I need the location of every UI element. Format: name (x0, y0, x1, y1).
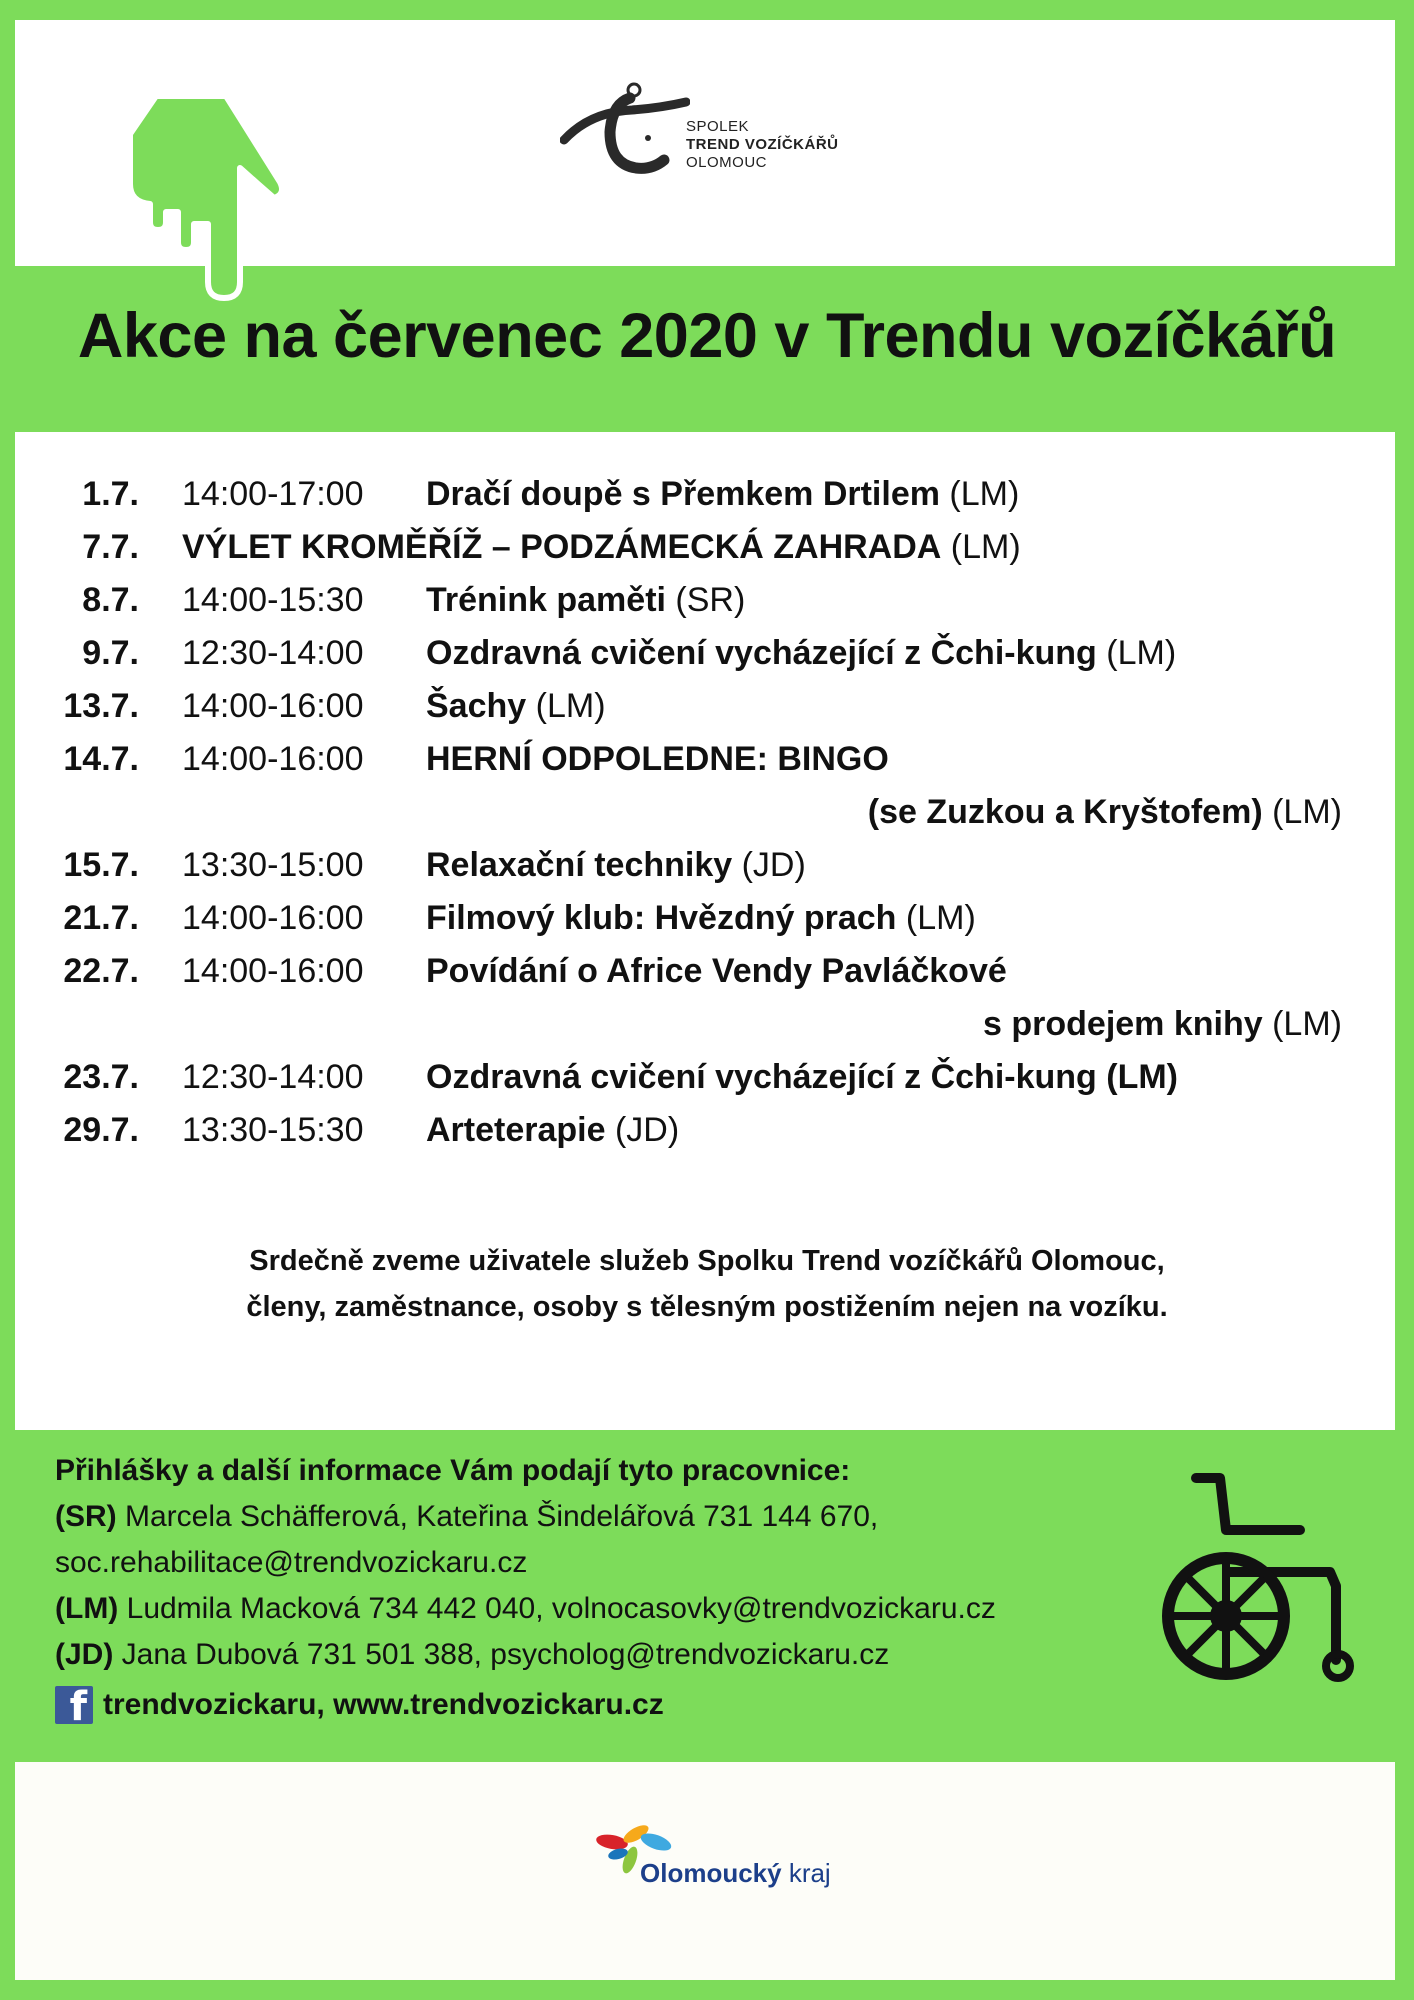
event-title (426, 945, 1007, 998)
logo-line-1: SPOLEK (686, 118, 750, 135)
event-title (426, 574, 745, 627)
event-title (182, 521, 1021, 574)
event-name: Šachy (426, 687, 527, 725)
contact-lm-code: (LM) (55, 1592, 119, 1625)
event-time: 14:00-17:00 (182, 475, 364, 513)
event-tag: (LM) (950, 528, 1021, 566)
event-time: 12:30-14:00 (182, 634, 364, 672)
event-tag: (JD) (741, 846, 806, 884)
event-row (40, 521, 1360, 574)
contacts-section (55, 1448, 996, 1728)
event-continuation (40, 786, 1360, 839)
event-name: Arteterapie (426, 1111, 606, 1149)
pointing-hand-icon (128, 94, 288, 304)
contact-sr-email[interactable]: soc.rehabilitace@trendvozickaru.cz (55, 1546, 528, 1579)
contact-jd-code: (JD) (55, 1638, 114, 1671)
wheelchair-icon (1160, 1470, 1360, 1690)
event-row (40, 627, 1360, 680)
event-row (40, 892, 1360, 945)
contact-jd-text[interactable]: Jana Dubová 731 501 388, psycholog@trendvozickaru.cz (113, 1638, 890, 1671)
event-time: 12:30-14:00 (182, 1058, 364, 1096)
facebook-icon[interactable]: f (55, 1686, 93, 1724)
trend-logo-mark (560, 82, 690, 182)
event-continuation-name: (se Zuzkou a Kryštofem) (867, 793, 1263, 831)
invitation-text (0, 1238, 1414, 1330)
contact-lm-text[interactable]: Ludmila Macková 734 442 040, volnocasovky@trendvozickaru.cz (118, 1592, 996, 1625)
event-time: 13:30-15:00 (182, 846, 364, 884)
event-date: 14.7. (63, 740, 139, 778)
event-name: Povídání o Africe Vendy Pavláčkové (426, 952, 1007, 990)
event-continuation-name: s prodejem knihy (983, 1005, 1263, 1043)
event-continuation-tag: (LM) (1272, 1005, 1342, 1043)
event-title (426, 839, 806, 892)
event-continuation-tag: (LM) (1272, 793, 1342, 831)
contacts-heading: Přihlášky a další informace Vám podají tyto pracovnice: (55, 1454, 851, 1487)
event-tag: (SR) (675, 581, 746, 619)
event-row (40, 1104, 1360, 1157)
event-title (426, 733, 889, 786)
event-name: HERNÍ ODPOLEDNE: BINGO (426, 740, 889, 778)
event-name: Ozdravná cvičení vycházející z Čchi-kung (426, 634, 1097, 672)
event-date: 1.7. (82, 475, 139, 513)
event-row (40, 945, 1360, 998)
event-name: Ozdravná cvičení vycházející z Čchi-kung (LM) (426, 1058, 1178, 1096)
page-title: Akce na červenec 2020 v Trendu vozíčkářů (77, 301, 1337, 371)
kraj-label-bold: Olomoucký (640, 1858, 782, 1888)
contact-sr-code: (SR) (55, 1500, 117, 1533)
events-list (40, 468, 1360, 1157)
logo-line-2: TREND VOZÍČKÁŘŮ (686, 136, 839, 153)
olomoucky-kraj-logo (590, 1820, 830, 1890)
event-date: 22.7. (63, 952, 139, 990)
event-tag: (LM) (905, 899, 976, 937)
social-links[interactable]: trendvozickaru, www.trendvozickaru.cz (103, 1688, 664, 1721)
event-date: 7.7. (82, 528, 139, 566)
kraj-label (640, 1858, 831, 1889)
event-time: 13:30-15:30 (182, 1111, 364, 1149)
kraj-label-regular: kraj (781, 1858, 831, 1888)
event-date: 13.7. (63, 687, 139, 725)
event-row (40, 1051, 1360, 1104)
event-date: 23.7. (63, 1058, 139, 1096)
event-date: 15.7. (63, 846, 139, 884)
event-row (40, 733, 1360, 786)
event-title (426, 1051, 1178, 1104)
event-time: 14:00-16:00 (182, 899, 364, 937)
event-title (426, 680, 606, 733)
social-row (55, 1682, 996, 1728)
event-time: 14:00-16:00 (182, 952, 364, 990)
event-date: 21.7. (63, 899, 139, 937)
event-time: 14:00-16:00 (182, 740, 364, 778)
event-title (426, 627, 1176, 680)
event-title (426, 892, 976, 945)
event-date: 29.7. (63, 1111, 139, 1149)
event-date: 8.7. (82, 581, 139, 619)
event-time: 14:00-16:00 (182, 687, 364, 725)
contact-jd (55, 1632, 996, 1678)
event-name: VÝLET KROMĚŘÍŽ – PODZÁMECKÁ ZAHRADA (182, 528, 942, 566)
event-tag: (LM) (535, 687, 606, 725)
contact-lm (55, 1586, 996, 1632)
invitation-line-1: Srdečně zveme uživatele služeb Spolku Trend vozíčkářů Olomouc, (249, 1245, 1165, 1277)
event-tag: (JD) (614, 1111, 680, 1149)
event-tag: (LM) (949, 475, 1020, 513)
event-name: Relaxační techniky (426, 846, 733, 884)
contact-sr (55, 1494, 996, 1540)
event-name: Dračí doupě s Přemkem Drtilem (426, 475, 940, 513)
event-name: Filmový klub: Hvězdný prach (426, 899, 897, 937)
event-tag: (LM) (1106, 634, 1177, 672)
event-row (40, 574, 1360, 627)
trend-logo (560, 82, 880, 182)
event-title (426, 1104, 679, 1157)
event-row (40, 839, 1360, 892)
event-title (426, 468, 1019, 521)
event-time: 14:00-15:30 (182, 581, 364, 619)
event-date: 9.7. (82, 634, 139, 672)
event-continuation (40, 998, 1360, 1051)
contact-sr-text: Marcela Schäfferová, Kateřina Šindelářová 731 144 670, (116, 1500, 879, 1533)
event-name: Trénink paměti (426, 581, 666, 619)
event-row (40, 680, 1360, 733)
logo-line-3: OLOMOUC (686, 154, 768, 171)
event-row (40, 468, 1360, 521)
invitation-line-2: členy, zaměstnance, osoby s tělesným postižením nejen na vozíku. (246, 1291, 1168, 1323)
